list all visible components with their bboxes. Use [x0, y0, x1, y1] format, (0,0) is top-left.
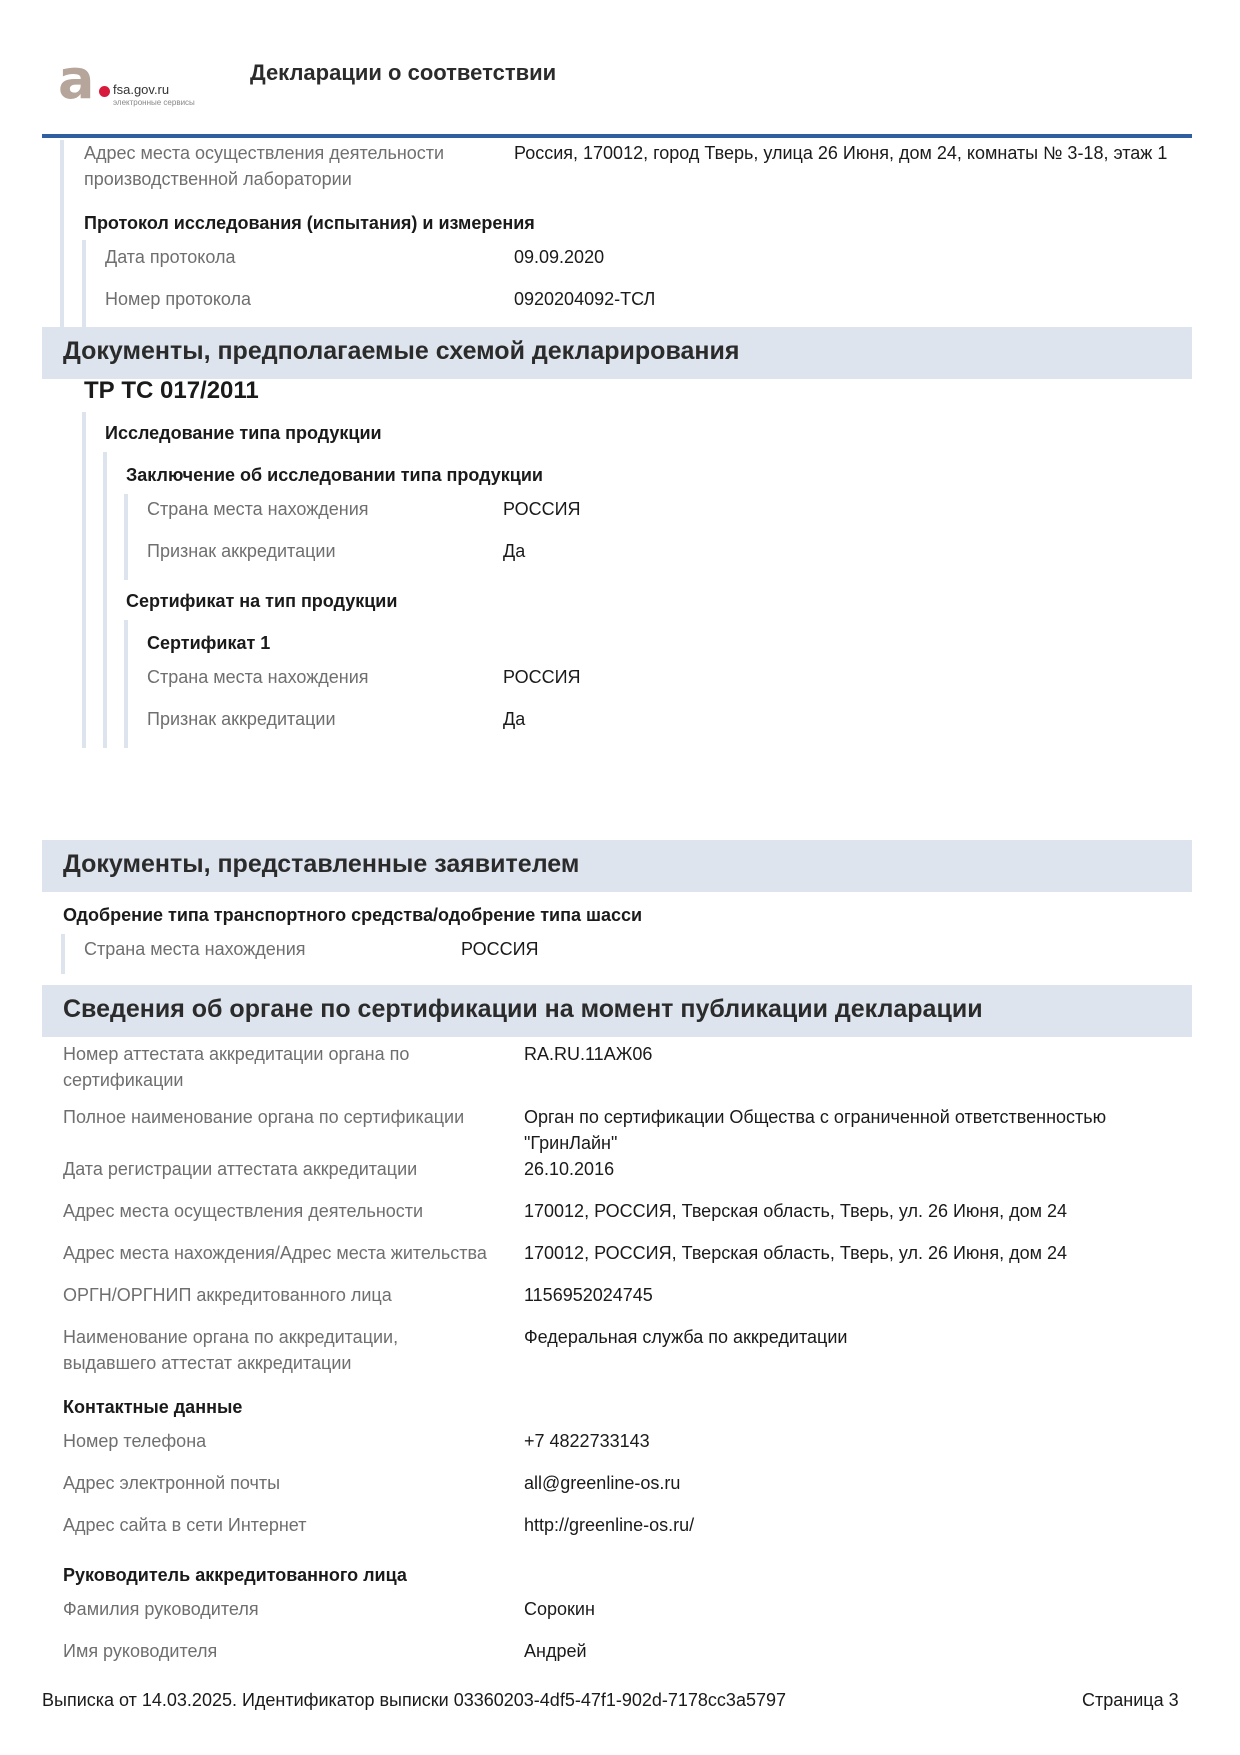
applicant-docs-heading: Документы, представленные заявителем [63, 850, 580, 878]
cert-body-section [42, 985, 1192, 1037]
cert-body-row-label: Полное наименование органа по сертификации [63, 1107, 465, 1127]
protocol-title: Протокол исследования (испытания) и измерения [84, 213, 535, 233]
protocol-date-label: Дата протокола [105, 247, 236, 267]
certificate-country-value: РОССИЯ [503, 667, 581, 687]
approval-indent-bar [61, 934, 65, 974]
cert-body-row-label: Адрес места нахождения/Адрес места жительства [63, 1243, 487, 1263]
conclusion-accreditation-label: Признак аккредитации [147, 541, 336, 561]
email-label: Адрес электронной почты [63, 1473, 281, 1493]
conclusion-accreditation-value: Да [503, 541, 526, 561]
protocol-indent-bar [82, 240, 86, 328]
cert-body-row-label: ОРГН/ОРГНИП аккредитованного лица [63, 1285, 392, 1305]
head-surname-value: Сорокин [524, 1599, 595, 1619]
cert-body-row-label: Адрес места осуществления деятельности [63, 1201, 424, 1221]
lab-indent-bar [60, 140, 64, 328]
scheme-docs-heading: Документы, предполагаемые схемой декларирования [63, 337, 740, 365]
website-label: Адрес сайта в сети Интернет [63, 1515, 307, 1535]
regulation-indent-bar [82, 412, 86, 748]
certificate-country-label: Страна места нахождения [147, 667, 369, 687]
extract-id-footer: Выписка от 14.03.2025. Идентификатор выписки 03360203-4df5-47f1-902d-7178cc3a5797 [42, 1690, 786, 1710]
cert-body-heading: Сведения об органе по сертификации на момент публикации декларации [63, 995, 983, 1023]
approval-country-value: РОССИЯ [461, 939, 539, 959]
website-value: http://greenline-os.ru/ [524, 1515, 695, 1535]
type-study-indent-bar [103, 452, 107, 748]
page-number: Страница 3 [1082, 1690, 1179, 1710]
certificate-accreditation-value: Да [503, 709, 526, 729]
cert-body-row-label: Номер аттестата аккредитации органа по сертификации [63, 1044, 410, 1090]
contacts-title: Контактные данные [63, 1397, 243, 1417]
head-name-value: Андрей [524, 1641, 587, 1661]
head-title: Руководитель аккредитованного лица [63, 1565, 407, 1585]
conclusion-country-value: РОССИЯ [503, 499, 581, 519]
certificate-accreditation-label: Признак аккредитации [147, 709, 336, 729]
applicant-docs-section [42, 840, 1192, 892]
head-name-label: Имя руководителя [63, 1641, 218, 1661]
certificate-type-title: Сертификат на тип продукции [126, 591, 398, 611]
protocol-date-value: 09.09.2020 [514, 247, 605, 267]
header-divider [42, 134, 1192, 138]
protocol-number-label: Номер протокола [105, 289, 252, 309]
conclusion-country-label: Страна места нахождения [147, 499, 369, 519]
cert-body-row-value: 170012, РОССИЯ, Тверская область, Тверь, ул. 26 Июня, дом 24 [524, 1243, 1068, 1263]
document-title: Декларации о соответствии [250, 60, 557, 85]
approval-title: Одобрение типа транспортного средства/одобрение типа шасси [63, 905, 643, 925]
fsa-logo-icon: a [58, 48, 95, 111]
lab-address-label: Адрес места осуществления деятельности производственной лаборатории [84, 143, 445, 189]
cert-body-row-value: Федеральная служба по аккредитации [524, 1327, 848, 1347]
regulation-title: ТР ТС 017/2011 [84, 377, 259, 404]
logo-site-text: fsa.gov.ru [113, 82, 170, 97]
type-study-title: Исследование типа продукции [105, 423, 382, 443]
lab-address-value: Россия, 170012, город Тверь, улица 26 Июня, дом 24, комнаты № 3-18, этаж 1 [514, 143, 1168, 163]
certificate-1-title: Сертификат 1 [147, 633, 271, 653]
logo-subtitle: электронные сервисы [113, 98, 195, 107]
phone-label: Номер телефона [63, 1431, 207, 1451]
cert-body-row-label: Дата регистрации аттестата аккредитации [63, 1159, 418, 1179]
conclusion-title: Заключение об исследовании типа продукции [126, 465, 543, 485]
protocol-number-value: 0920204092-ТСЛ [514, 289, 656, 309]
conclusion-indent-bar [124, 494, 128, 580]
cert-body-row-label: Наименование органа по аккредитации, выдавшего аттестат аккредитации [63, 1327, 399, 1373]
cert-body-row-value: 26.10.2016 [524, 1159, 615, 1179]
email-value: all@greenline-os.ru [524, 1473, 681, 1493]
certificate-indent-bar [124, 620, 128, 748]
head-surname-label: Фамилия руководителя [63, 1599, 259, 1619]
cert-body-row-value: 1156952024745 [524, 1285, 653, 1305]
approval-country-label: Страна места нахождения [84, 939, 306, 959]
scheme-docs-section [42, 327, 1192, 379]
cert-body-row-value: RA.RU.11АЖ06 [524, 1044, 653, 1064]
cert-body-row-value: 170012, РОССИЯ, Тверская область, Тверь, ул. 26 Июня, дом 24 [524, 1201, 1068, 1221]
phone-value: +7 4822733143 [524, 1431, 650, 1451]
cert-body-row-value: Орган по сертификации Общества с ограниченной ответственностью "ГринЛайн" [524, 1107, 1107, 1153]
logo-dot-icon [99, 86, 110, 97]
